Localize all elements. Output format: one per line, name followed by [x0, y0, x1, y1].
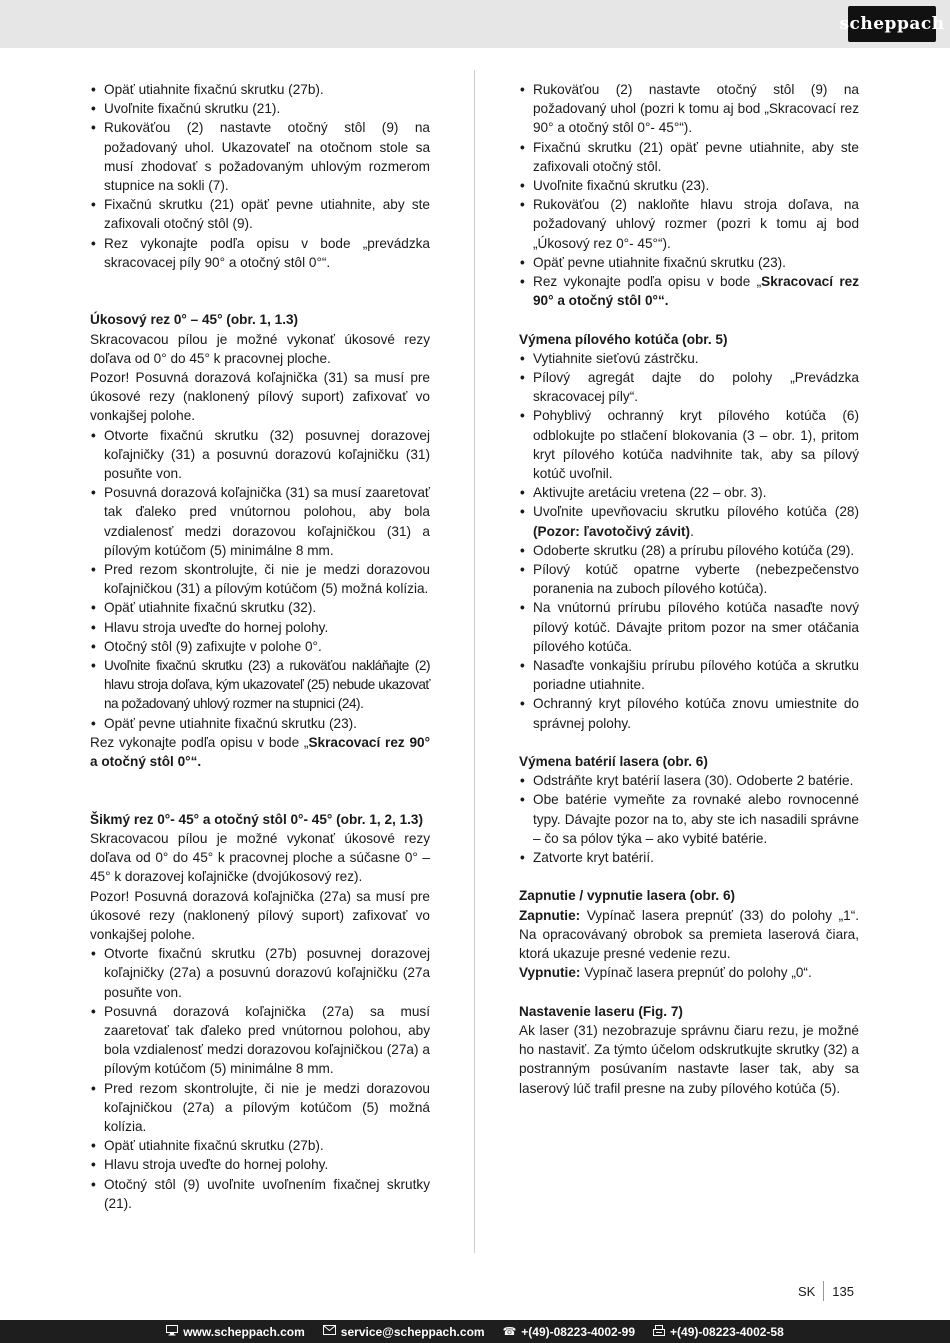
list-item: • Aktivujte aretáciu vretena (22 – obr. 3). — [519, 483, 859, 502]
bullet-icon: • — [91, 82, 96, 97]
list-item: • Otvorte fixačnú skrutku (32) posuvnej dorazovej koľajničky (31) a posuvnú dorazovú koľajničku (31) posuňte von. — [91, 427, 430, 482]
phone-icon: ☎ — [502, 1326, 517, 1338]
list-item: • Posuvná dorazová koľajnička (31) sa musí zaaretovať tak ďaleko pred vnútornou polohou, aby bola vzdialenosť medzi dorazovou koľajničkou (31) a pílovým kotúčom (5) minimálne 8 mm. — [91, 485, 430, 558]
column-divider — [474, 70, 475, 1253]
list-item: • Uvoľnite fixačnú skrutku (23). — [519, 176, 859, 195]
list-item: • Opäť utiahnite fixačnú skrutku (32). — [90, 598, 430, 617]
list-item: • Nasaďte vonkajšiu prírubu pílového kotúča a skrutku poriadne utiahnite. — [520, 658, 859, 693]
bullet-icon: • — [520, 504, 525, 520]
footer-bar — [0, 1320, 950, 1343]
list-item: • Uvoľnite fixačnú skrutku (23) a rukoväťou nakláňajte (2) hlavu stroja doľava, kým ukazovateľ (25) nebude ukazovať na požadovaný uhlový rozmer na stupnici (24). — [91, 658, 430, 712]
list-item: • Opäť pevne utiahnite fixačnú skrutku (23). — [519, 253, 859, 272]
bullet-icon: • — [520, 178, 525, 194]
bullet-icon: • — [520, 542, 525, 558]
bullet-icon: • — [91, 1138, 96, 1154]
page-indicator — [798, 1281, 854, 1301]
paragraph: Ak laser (31) nezobrazuje správnu čiaru rezu, je možné ho nastaviť. Za týmto účelom odskrutkujte skrutky (32) a postranným posúvaním nastavte laser tak, aby sa laserový lúč trafil presne na zuby pílového kotúča (5). — [519, 1022, 859, 1096]
list-item: • Uvoľnite fixačnú skrutku (21). — [90, 99, 430, 118]
bullet-icon: • — [91, 120, 96, 136]
warning-paragraph: Pozor! Posuvná dorazová koľajnička (27a) sa musí pre úkosové rezy (naklonený pílový suport) zafixovať vo vonkajšej polohe. — [90, 888, 430, 942]
bullet-list — [90, 944, 430, 1213]
list-item: • Fixačnú skrutku (21) opäť pevne utiahnite, aby ste zafixovali otočný stôl (9). — [91, 197, 430, 232]
list-item: • Na vnútornú prírubu pílového kotúča nasaďte nový pílový kotúč. Dávajte pritom pozor na smer otáčania pílového kotúča. — [520, 600, 859, 654]
list-item: • Rez vykonajte podľa opisu v bode „prevádzka skracovacej píly 90° a otočný stôl 0°“. — [91, 235, 430, 270]
bullet-icon: • — [91, 619, 96, 635]
section-title: Úkosový rez 0° – 45° (obr. 1, 1.3) — [90, 312, 299, 328]
bullet-icon: • — [91, 1157, 96, 1173]
list-item: • Opäť utiahnite fixačnú skrutku (27b). — [90, 1136, 430, 1155]
footer-phone[interactable]: ☎ +(49)-08223-4002-99 — [502, 1324, 636, 1339]
header-bar — [0, 0, 950, 48]
bullet-list — [519, 349, 859, 733]
paragraph: Zapnutie: Vypínač lasera prepnúť (33) do polohy „1“. Na opracovávaný obrobok sa premieta laserová čiara, ktorá ukazuje presné vedenie rezu. — [519, 907, 859, 962]
footer-fax[interactable]: +(49)-08223-4002-58 — [653, 1325, 784, 1339]
language-code: SK — [797, 1283, 816, 1299]
bullet-icon: • — [520, 139, 525, 155]
list-item: • Vytiahnite sieťovú zástrčku. — [519, 349, 859, 368]
bullet-icon: • — [520, 658, 525, 674]
bullet-icon: • — [520, 773, 525, 789]
list-item: • Hlavu stroja uveďte do hornej polohy. — [90, 1155, 430, 1174]
list-item: • Opäť utiahnite fixačnú skrutku (27b). — [90, 80, 430, 99]
list-item: • Otočný stôl (9) uvoľnite uvoľnením fixačnej skrutky (21). — [91, 1176, 430, 1211]
section-title: Výmena batérií lasera (obr. 6) — [519, 754, 708, 770]
bullet-list — [90, 426, 430, 733]
list-item: • Fixačnú skrutku (21) opäť pevne utiahnite, aby ste zafixovali otočný stôl. — [520, 139, 859, 174]
bullet-icon: • — [91, 562, 96, 578]
bullet-icon: • — [91, 485, 96, 501]
paragraph: Rez vykonajte podľa opisu v bode „Skracovací rez 90° a otočný stôl 0°“. — [90, 734, 431, 770]
list-item: • Rez vykonajte podľa opisu v bode „Skracovací rez 90° a otočný stôl 0°“. — [520, 274, 859, 309]
bullet-icon: • — [520, 370, 525, 386]
bullet-icon: • — [91, 427, 96, 443]
paragraph: Vypnutie: Vypínač lasera prepnúť do polohy „0“. — [519, 965, 812, 981]
list-item: • Hlavu stroja uveďte do hornej polohy. — [90, 618, 430, 637]
bullet-icon: • — [91, 1080, 96, 1096]
bullet-icon: • — [520, 696, 525, 712]
mail-icon — [323, 1325, 336, 1338]
bullet-icon: • — [520, 850, 525, 866]
bullet-icon: • — [520, 600, 525, 616]
section-title: Nastavenie laseru (Fig. 7) — [519, 1003, 683, 1019]
list-item: • Otočný stôl (9) zafixujte v polohe 0°. — [90, 637, 430, 656]
paragraph: Skracovacou pílou je možné vykonať úkosové rezy doľava od 0° do 45° k pracovnej ploche a súčasne 0° – 45° k dorazovej koľajničke (dvojúkosový rez). — [90, 830, 430, 885]
bullet-icon: • — [520, 408, 525, 424]
bullet-icon: • — [520, 254, 525, 270]
bullet-icon: • — [520, 350, 525, 366]
page-divider — [823, 1281, 824, 1301]
warning-paragraph: Pozor! Posuvná dorazová koľajnička (31) sa musí pre úkosové rezy (naklonený pílový suport) zafixovať vo vonkajšej polohe. — [90, 370, 430, 424]
bullet-list — [90, 80, 430, 272]
list-item: • Pred rezom skontrolujte, či nie je medzi dorazovou koľajničkou (31) a pílovým kotúčom (5) možná kolízia. — [91, 562, 430, 597]
bullet-icon: • — [91, 1176, 96, 1192]
list-item: • Rukoväťou (2) nakloňte hlavu stroja doľava, na požadovaný uhlový rozmer (pozri k tomu aj bod „Úkosový rez 0°- 45°“). — [520, 197, 859, 251]
section-title: Zapnutie / vypnutie lasera (obr. 6) — [519, 888, 736, 904]
paragraph: Skracovacou pílou je možné vykonať úkosové rezy doľava od 0° do 45° k pracovnej ploche. — [90, 331, 430, 366]
list-item: • Posuvná dorazová koľajnička (27a) sa musí zaaretovať tak ďaleko pred vnútornou polohou, aby bola vzdialenosť medzi dorazovou koľajničkou (27a) a pílovým kotúčom (5) minimálne 8 mm. — [91, 1003, 430, 1077]
list-item: • Zatvorte kryt batérií. — [519, 848, 859, 867]
page-number: 135 — [832, 1283, 854, 1299]
bullet-icon: • — [91, 658, 96, 674]
bullet-icon: • — [520, 792, 525, 808]
bullet-icon: • — [520, 197, 525, 213]
bullet-icon: • — [520, 485, 525, 501]
fax-icon — [653, 1325, 665, 1339]
left-column — [90, 80, 430, 1213]
section-title: Výmena pílového kotúča (obr. 5) — [519, 331, 728, 347]
footer-website[interactable]: www.scheppach.com — [166, 1325, 305, 1339]
monitor-icon — [166, 1325, 178, 1339]
list-item: • Ochranný kryt pílového kotúča znovu umiestnite do správnej polohy. — [520, 696, 859, 731]
bullet-icon: • — [91, 101, 96, 117]
bullet-icon: • — [91, 197, 96, 213]
bullet-icon: • — [91, 715, 96, 731]
list-item: • Uvoľnite upevňovaciu skrutku pílového kotúča (28) (Pozor: ľavotočivý závit). — [520, 504, 859, 539]
list-item: • Pred rezom skontrolujte, či nie je medzi dorazovou koľajničkou (27a) a pílovým kotúčom (5) možná kolízia. — [91, 1080, 430, 1134]
right-column — [519, 80, 859, 1098]
bullet-list — [519, 80, 859, 310]
bullet-icon: • — [520, 82, 525, 97]
bullet-icon: • — [91, 946, 96, 962]
list-item: • Odstráňte kryt batérií lasera (30). Odoberte 2 batérie. — [519, 771, 859, 790]
bullet-icon: • — [91, 600, 96, 616]
bullet-icon: • — [520, 274, 525, 290]
bullet-list — [519, 771, 859, 867]
scheppach-logo: scheppach — [848, 6, 936, 42]
section-title: Šikmý rez 0°- 45° a otočný stôl 0°- 45° (obr. 1, 2, 1.3) — [90, 811, 424, 827]
list-item: • Pílový agregát dajte do polohy „Prevádzka skracovacej píly“. — [520, 370, 859, 405]
list-item: • Pílový kotúč opatrne vyberte (nebezpečenstvo poranenia na zuboch pílového kotúča). — [520, 562, 859, 597]
list-item: • Obe batérie vymeňte za rovnaké alebo rovnocenné typy. Dávajte pozor na to, aby ste ich nasadili správne – čo sa pólov týka – ako vybité batérie. — [520, 792, 859, 846]
footer-email[interactable]: service@scheppach.com — [323, 1325, 485, 1339]
bullet-icon: • — [520, 562, 525, 578]
list-item: • Otvorte fixačnú skrutku (27b) posuvnej dorazovej koľajničky (27a) a posuvnú dorazovú koľajničku (27a posuňte von. — [91, 946, 430, 1000]
list-item: • Opäť pevne utiahnite fixačnú skrutku (23). — [90, 714, 430, 733]
list-item: • Odoberte skrutku (28) a prírubu pílového kotúča (29). — [519, 541, 859, 560]
list-item: • Pohyblivý ochranný kryt pílového kotúča (6) odblokujte po stlačení blokovania (3 – obr. 1), pritom kryt pílového kotúča nadvihnite tak, aby sa pílový kotúč uvoľnil. — [520, 408, 859, 482]
list-item: • Rukoväťou (2) nastavte otočný stôl (9) na požadovaný uhol (pozri k tomu aj bod „Skracovací rez 90° a otočný stôl 0°- 45°“). — [520, 82, 859, 136]
list-item: • Rukoväťou (2) nastavte otočný stôl (9) na požadovaný uhol. Ukazovateľ na otočnom stole sa musí zhodovať s požadovaným uhlovým rozmerom stupnice na sokli (7). — [91, 120, 430, 194]
bullet-icon: • — [91, 638, 96, 654]
bullet-icon: • — [91, 1003, 96, 1019]
bullet-icon: • — [91, 235, 96, 251]
